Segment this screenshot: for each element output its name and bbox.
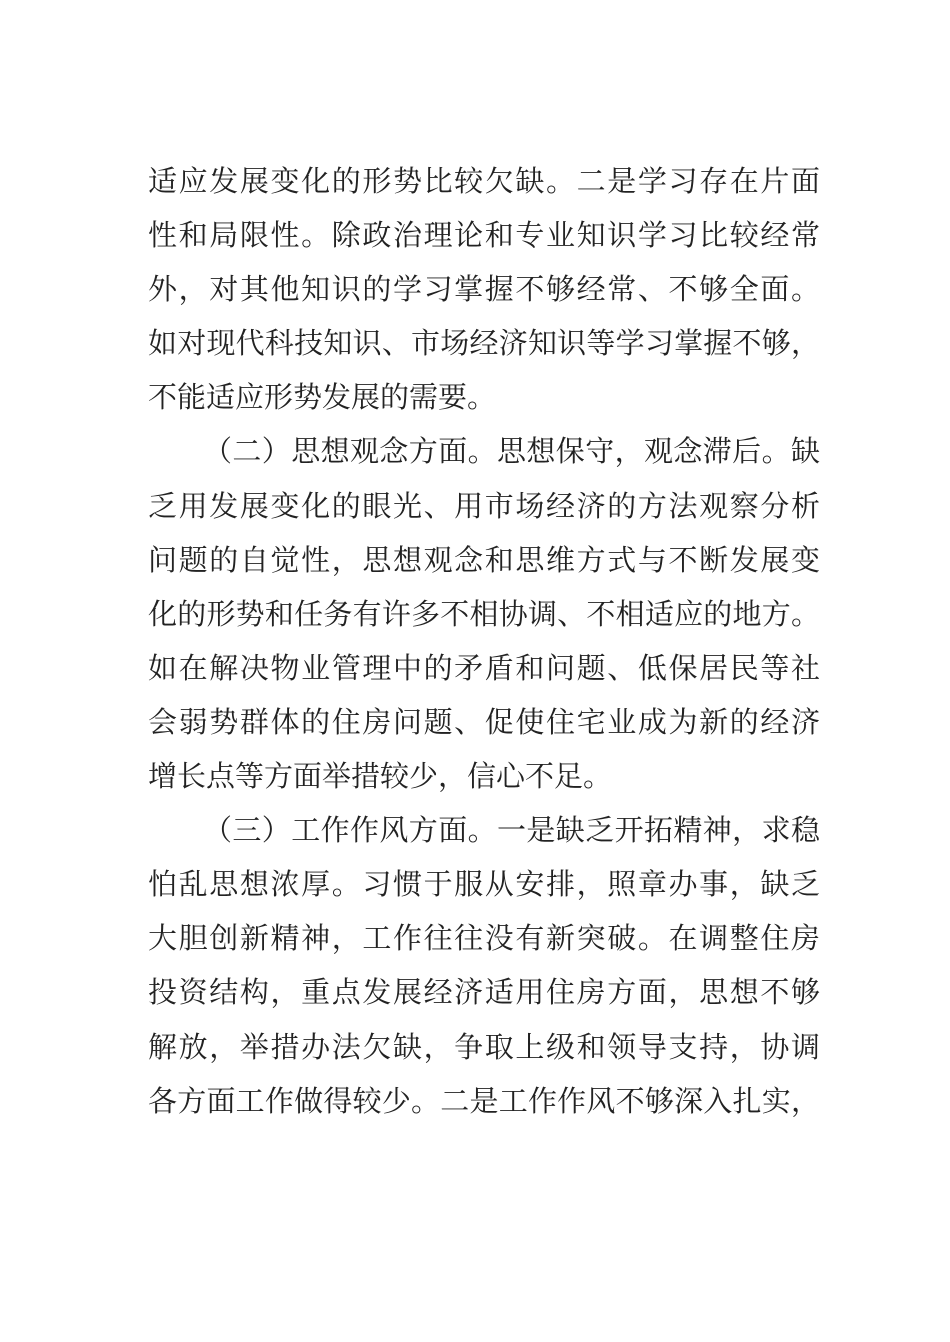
text-line: 不能适应形势发展的需要。 — [148, 380, 497, 415]
text-line: 适应发展变化的形势比较欠缺。二是学习存在片面 — [148, 164, 820, 198]
text-line: （三）工作作风方面。一是缺乏开拓精神，求稳 — [203, 813, 820, 848]
text-line: 增长点等方面举措较少，信心不足。 — [148, 759, 613, 794]
body-text — [148, 154, 820, 1128]
text-line: 各方面工作做得较少。二是工作作风不够深入扎实， — [148, 1083, 820, 1118]
text-line: 问题的自觉性，思想观念和思维方式与不断发展变 — [148, 542, 820, 577]
text-line: 如对现代科技知识、市场经济知识等学习掌握不够， — [148, 326, 820, 361]
text-line: 性和局限性。除政治理论和专业知识学习比较经常 — [148, 218, 820, 253]
text-line: 外，对其他知识的学习掌握不够经常、不够全面。 — [148, 272, 820, 307]
text-line: 怕乱思想浓厚。习惯于服从安排，照章办事，缺乏 — [148, 867, 820, 902]
text-line: 如在解决物业管理中的矛盾和问题、低保居民等社 — [148, 650, 820, 685]
text-line: 乏用发展变化的眼光、用市场经济的方法观察分析 — [148, 488, 820, 523]
text-line: 大胆创新精神，工作往往没有新突破。在调整住房 — [148, 921, 820, 956]
text-line: 解放，举措办法欠缺，争取上级和领导支持，协调 — [148, 1029, 820, 1064]
text-line: 投资结构，重点发展经济适用住房方面，思想不够 — [148, 975, 820, 1010]
text-line: 化的形势和任务有许多不相协调、不相适应的地方。 — [148, 596, 820, 631]
text-line: 会弱势群体的住房问题、促使住宅业成为新的经济 — [148, 704, 820, 739]
text-line: （二）思想观念方面。思想保守，观念滞后。缺 — [203, 434, 820, 469]
